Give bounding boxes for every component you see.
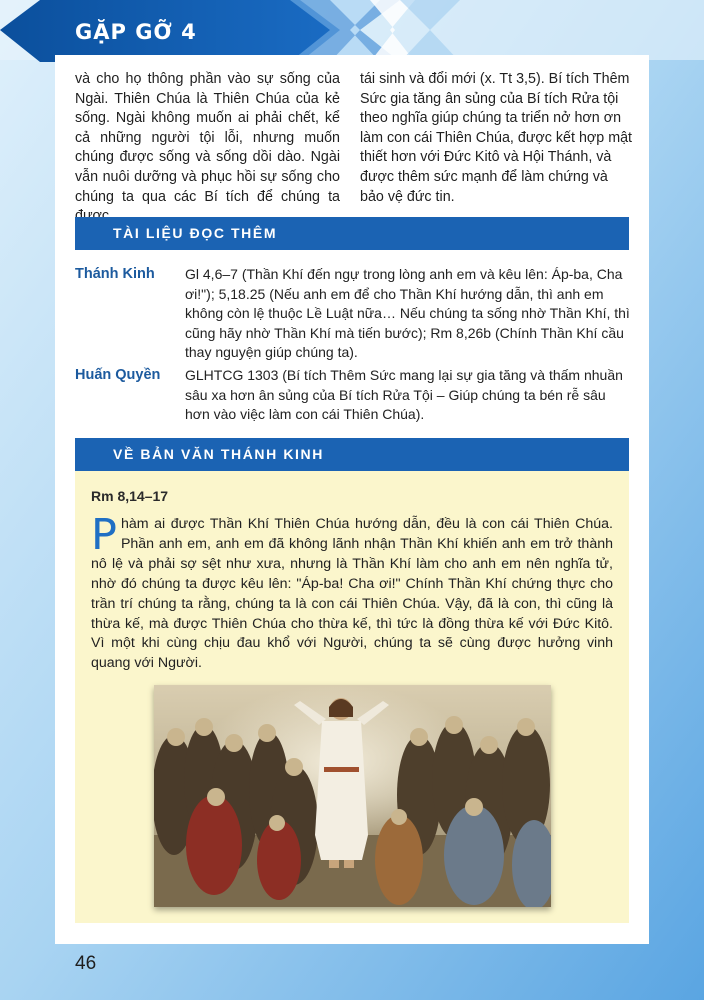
scripture-passage (91, 510, 613, 674)
further-reading-heading: TÀI LIỆU ĐỌC THÊM (75, 217, 629, 250)
chapter-title: GẶP GỠ 4 (75, 20, 197, 44)
reference-label-magisterium: Huấn Quyền (75, 367, 161, 383)
scripture-reference: Rm 8,14–17 (91, 488, 169, 504)
drop-cap: P (91, 510, 117, 560)
page-number: 46 (75, 953, 97, 974)
body-text-right: tái sinh và đổi mới (x. Tt 3,5). Bí tích Thêm Sức gia tăng ân sủng của Bí tích Rửa tội theo nghĩa giúp chúng ta triển nở hơn ơn làm con cái Thiên Chúa, được kết hợp mật thiết hơn với Đức Kitô và Hội Thánh, và được thêm sức mạnh để làm chứng và bảo vệ đức tin. (360, 71, 633, 205)
reference-label-bible: Thánh Kinh (75, 266, 155, 282)
title-ribbon (0, 0, 460, 62)
reference-text-magisterium: GLHTCG 1303 (Bí tích Thêm Sức mang lại sự gia tăng và thấm nhuần sâu xa hơn ân sủng của Bí tích Rửa Tội – Giúp chúng ta bén rễ sâu hơn vào việc làm con cái Thiên Chúa). (185, 367, 623, 423)
scripture-section-heading: VỀ BẢN VĂN THÁNH KINH (75, 438, 629, 471)
jesus-with-disciples-painting (154, 685, 551, 907)
scripture-passage-text: hàm ai được Thần Khí Thiên Chúa hướng dẫn, đều là con cái Thiên Chúa. Phần anh em, anh em đã không lãnh nhận Thần Khí khiến anh em trở thành nô lệ và phải sợ sệt như xưa, nhưng là Thần Khí làm cho anh em nên nghĩa tử, nhờ đó chúng ta được kêu lên: "Áp-ba! Cha ơi!" Chính Thần Khí chứng thực cho trần trí chúng ta rằng, chúng ta là con cái Thiên Chúa. Vậy, đã là con, thì cũng là thừa kế, mà được Thiên Chúa cho thừa kế, thì tức là đồng thừa kế với Đức Kitô. Vì một khi cùng chịu đau khổ với Người, chúng ta sẽ cùng được hưởng vinh quang với Người. (91, 516, 613, 672)
body-text-left: và cho họ thông phần vào sự sống của Ngài. Thiên Chúa là Thiên Chúa của kẻ sống. Ngài không muốn ai phải chết, kể cả những người tội lỗi, nhưng muốn chúng được sống và sống dồi dào. Ngài vẫn nuôi dưỡng và phục hồi sự sống cho chúng ta qua các Bí tích để chúng ta (75, 71, 340, 205)
scripture-box (75, 471, 629, 923)
reference-text-bible: Gl 4,6–7 (Thần Khí đến ngự trong lòng anh em và kêu lên: Áp-ba, Cha ơi!"); 5,18.25 (Nếu anh em để cho Thần Khí hướng dẫn, thì anh em không còn lệ thuộc Lề Luật nữa… Nếu chúng ta sống nhờ Thần Khí, thì cũng hãy nhờ Thần Khí mà tiến bước); Rm 8,26b (Chính Thần Khí cầu thay nguyện giúp chúng ta). (185, 266, 630, 361)
